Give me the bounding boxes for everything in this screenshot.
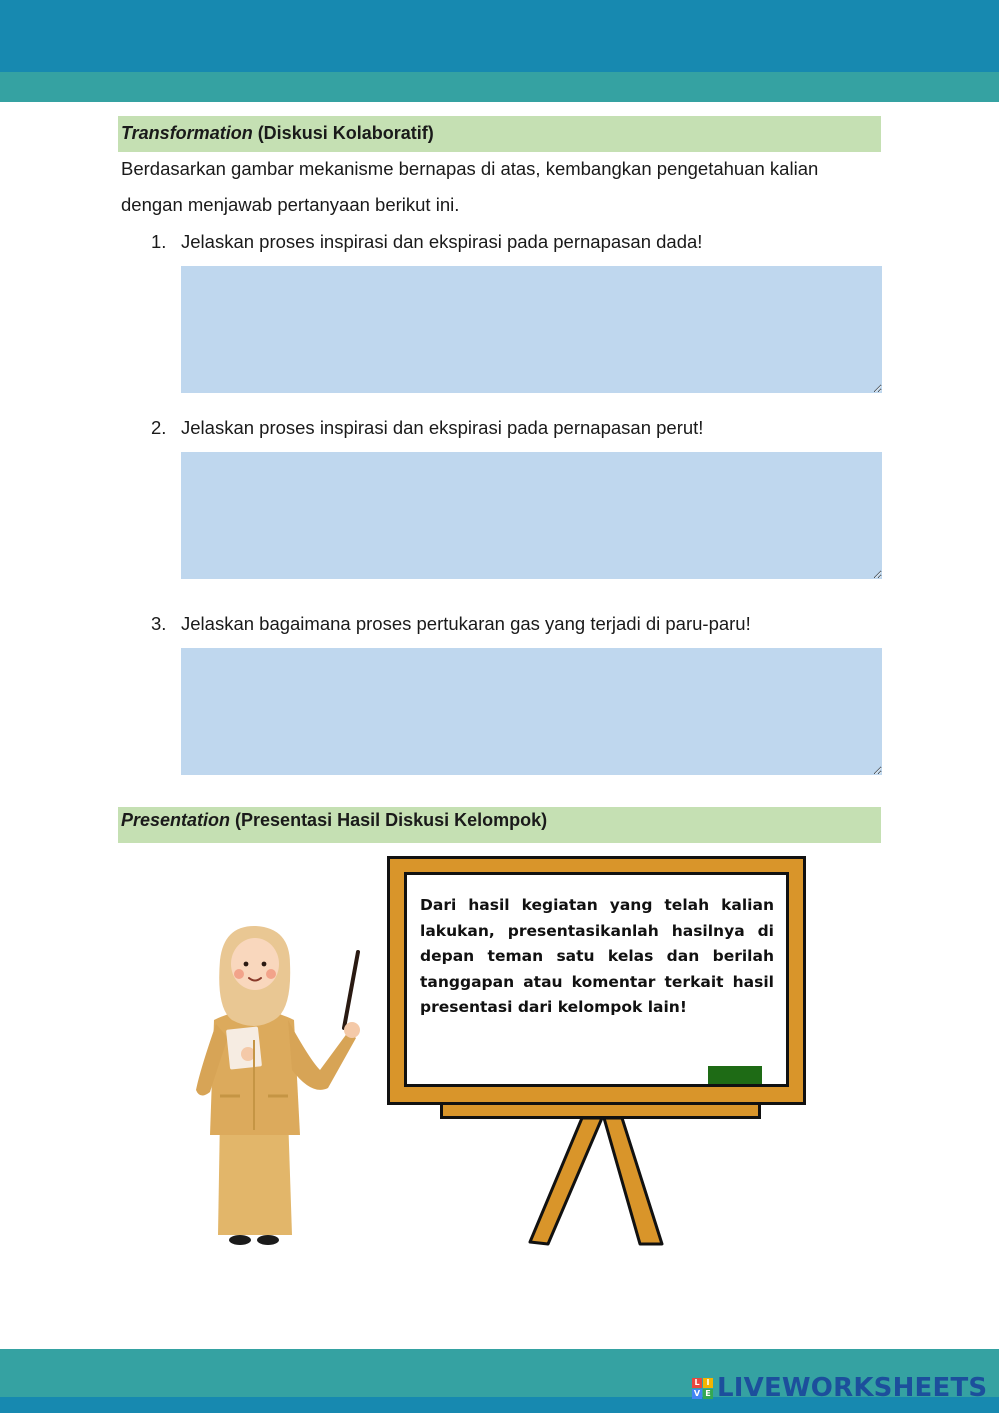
- answer-field-2[interactable]: [181, 452, 882, 579]
- header-bar: [0, 0, 999, 72]
- logo-letter: I: [703, 1378, 713, 1388]
- question-number: 2.: [151, 417, 167, 438]
- answer-field-3[interactable]: [181, 648, 882, 775]
- header-stripe: [0, 72, 999, 102]
- easel-legs: [520, 1116, 680, 1252]
- whiteboard-text: Dari hasil kegiatan yang telah kalian lakukan, presentasikanlah hasilnya di depan teman satu kelas dan berilah tanggapan atau komentar terkait hasil presentasi dari kelompok lain!: [420, 896, 774, 1016]
- question-number: 3.: [151, 613, 167, 634]
- whiteboard-shelf: [440, 1102, 761, 1119]
- section-title-italic: Presentation: [121, 810, 231, 830]
- liveworksheets-logo[interactable]: [692, 1372, 987, 1404]
- question-text: Jelaskan proses inspirasi dan ekspirasi pada pernapasan perut!: [181, 417, 704, 438]
- logo-letter: L: [692, 1378, 702, 1388]
- intro-paragraph: Berdasarkan gambar mekanisme bernapas di atas, kembangkan pengetahuan kalian dengan menjawab pertanyaan berikut ini.: [121, 158, 819, 215]
- question-text: Jelaskan bagaimana proses pertukaran gas yang terjadi di paru-paru!: [181, 613, 751, 634]
- question-2: [151, 416, 703, 440]
- section-title-italic: Transformation: [121, 123, 253, 143]
- logo-letter: V: [693, 1389, 701, 1398]
- teacher-illustration: [180, 920, 380, 1250]
- section-title-rest: (Diskusi Kolaboratif): [252, 123, 434, 143]
- question-1: [151, 230, 702, 254]
- question-3: [151, 612, 751, 636]
- answer-field-1[interactable]: [181, 266, 882, 393]
- question-number: 1.: [151, 231, 167, 252]
- logo-letter: E: [703, 1389, 713, 1399]
- question-text: Jelaskan proses inspirasi dan ekspirasi pada pernapasan dada!: [181, 231, 703, 252]
- section-title-transformation: [118, 116, 881, 152]
- logo-mark-icon: [692, 1378, 713, 1399]
- eraser: [708, 1066, 762, 1084]
- brand-name: LIVEWORKSHEETS: [717, 1373, 988, 1403]
- section-title-presentation: [118, 807, 881, 843]
- section-title-rest: (Presentasi Hasil Diskusi Kelompok): [230, 810, 548, 830]
